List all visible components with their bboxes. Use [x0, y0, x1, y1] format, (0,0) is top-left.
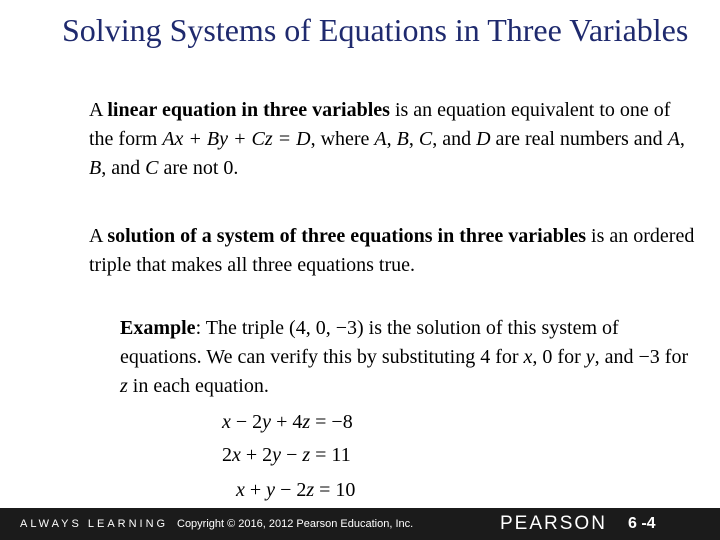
term-linear-equation: linear equation in three variables	[107, 99, 390, 121]
variable-x: x	[222, 411, 231, 433]
text-span: , and −3 for	[594, 346, 689, 368]
equation-2: 2x + 2y − z = 11	[222, 444, 351, 466]
variable-b: B	[89, 157, 102, 179]
text-span: are real numbers and	[490, 128, 668, 150]
term-solution: solution of a system of three equations in three variables	[107, 225, 587, 247]
variable-z: z	[302, 444, 311, 466]
text-span: : The triple (4, 0, −3) is the solution of this system of equations. We can verify this by substituting 4 for	[120, 317, 619, 368]
example-label: Example	[120, 317, 196, 339]
text-span: is an equation equivalent to one of the form	[89, 99, 671, 150]
page-number: 6 -4	[628, 515, 656, 532]
slide-title: Solving Systems of Equations in Three Variables	[62, 12, 689, 48]
variable-b: B	[396, 128, 409, 150]
text-span: ,	[408, 128, 419, 150]
definition-linear-equation	[89, 96, 699, 183]
variable-y: y	[272, 444, 282, 466]
variable-y: y	[585, 346, 595, 368]
text-span: is an ordered triple that makes all three equations true.	[89, 225, 695, 276]
definition-solution	[89, 222, 699, 280]
text-span: ,	[679, 128, 685, 150]
variable-z: z	[302, 411, 311, 433]
variable-y: y	[266, 479, 276, 501]
text-span: in each equation.	[127, 375, 269, 397]
variable-c: C	[418, 128, 433, 150]
text-span: , 0 for	[532, 346, 586, 368]
text-span: A	[89, 99, 108, 121]
variable-a: A	[667, 128, 680, 150]
general-form: Ax + By + Cz = D	[162, 128, 311, 150]
text-span: , and	[101, 157, 146, 179]
text-span: are not 0.	[158, 157, 239, 179]
variable-x: x	[232, 444, 241, 466]
example-paragraph	[120, 314, 700, 401]
variable-z: z	[306, 479, 315, 501]
pearson-logo: PEARSON	[500, 513, 607, 534]
footer-bar	[0, 508, 720, 540]
variable-x: x	[236, 479, 245, 501]
copyright-notice: Copyright © 2016, 2012 Pearson Education, Inc.	[177, 518, 414, 530]
variable-a: A	[374, 128, 387, 150]
variable-z: z	[120, 375, 128, 397]
text-span: , and	[432, 128, 477, 150]
text-span: ,	[386, 128, 397, 150]
text-span: A	[89, 225, 108, 247]
equation-3: x + y − 2z = 10	[236, 479, 356, 501]
equation-1: x − 2y + 4z = −8	[222, 411, 353, 433]
text-span: , where	[310, 128, 375, 150]
variable-x: x	[523, 346, 533, 368]
variable-y: y	[262, 411, 272, 433]
variable-d: D	[476, 128, 491, 150]
footer-tagline: ALWAYS LEARNING	[20, 518, 169, 530]
variable-c: C	[145, 157, 159, 179]
